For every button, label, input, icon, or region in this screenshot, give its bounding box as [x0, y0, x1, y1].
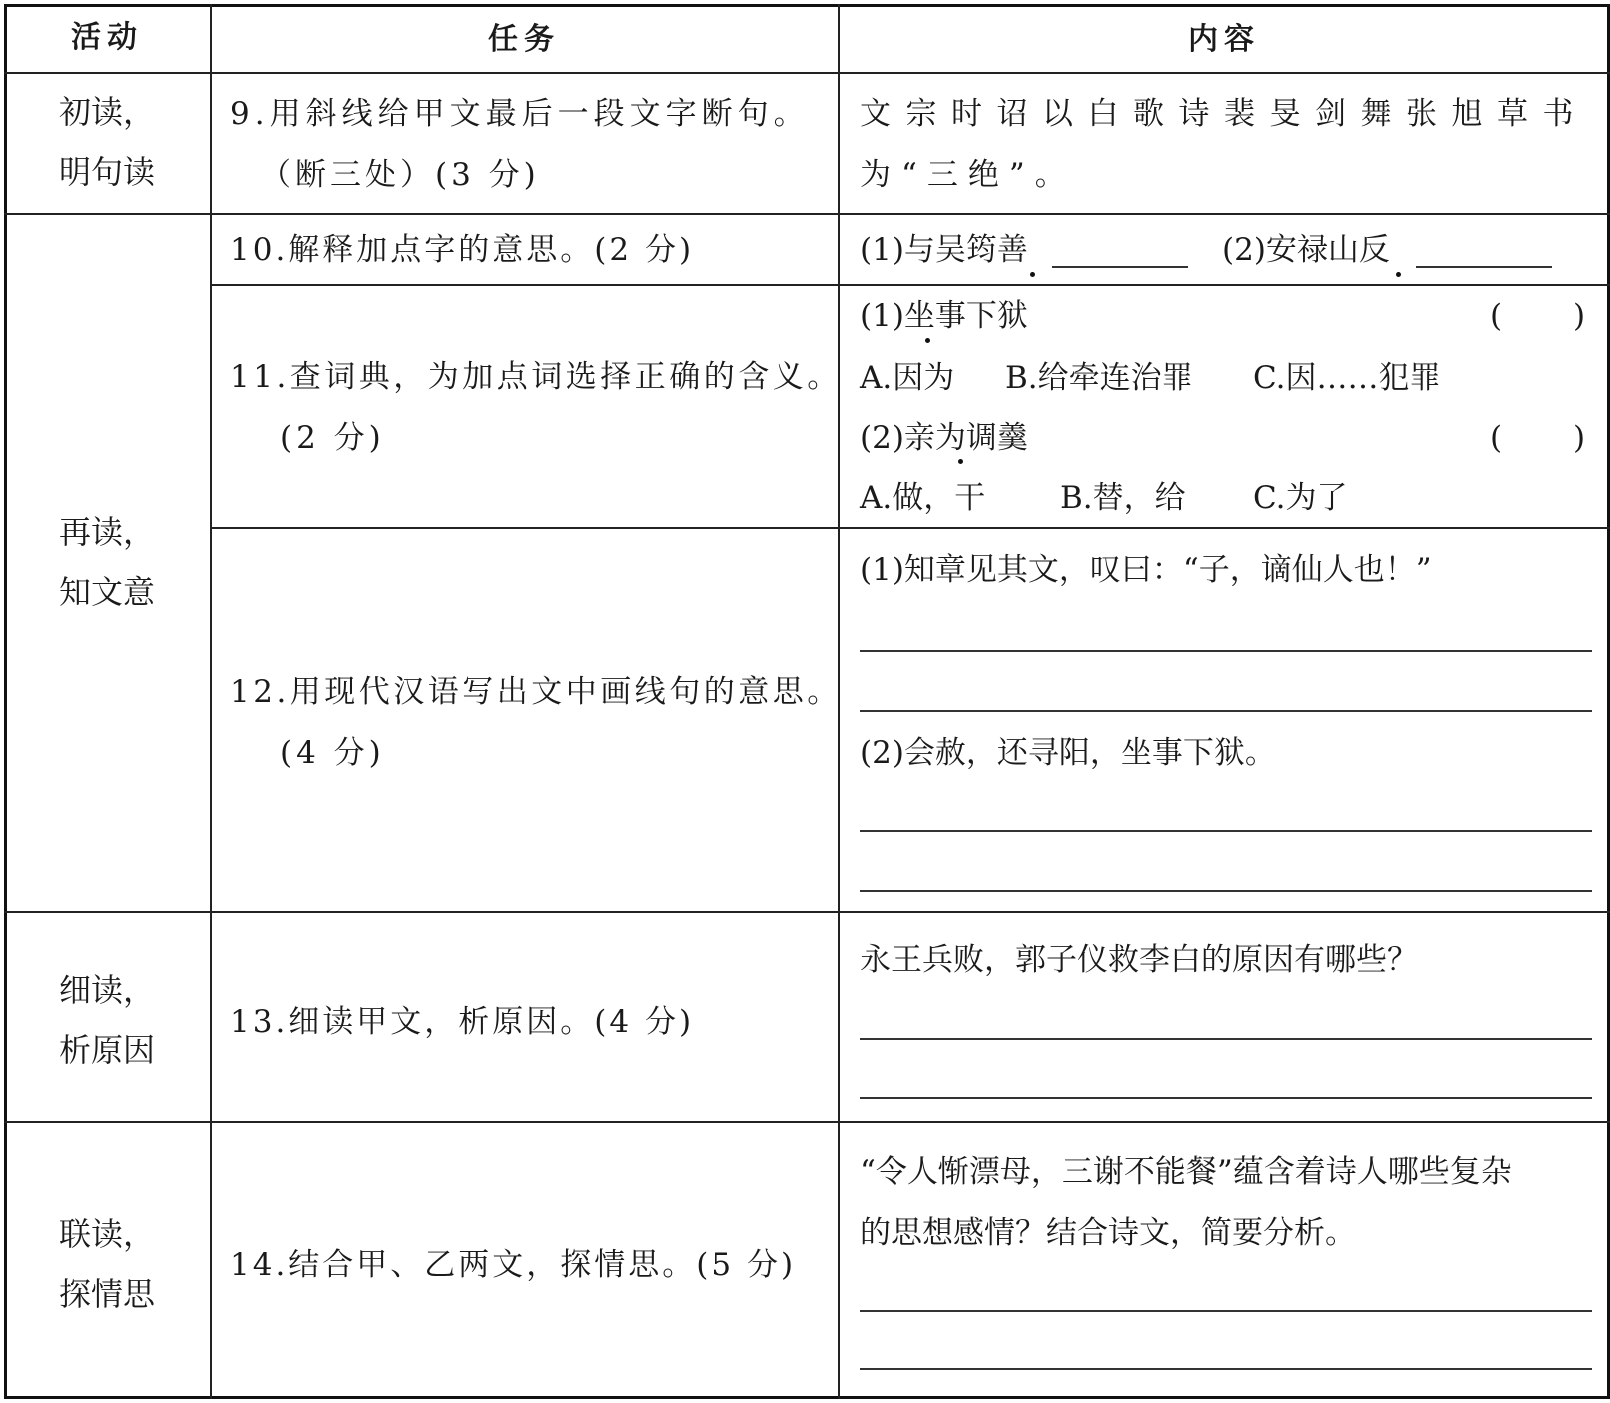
header-task: 任务: [488, 22, 560, 57]
activity-r4-line1: 联读，: [58, 1215, 155, 1253]
task-q12-line2: (4 分): [280, 735, 385, 771]
answer-line[interactable]: [860, 890, 1592, 892]
q11-item1-post: 事下狱: [934, 298, 1028, 334]
answer-line[interactable]: [860, 1310, 1592, 1312]
q11-item2-option-c: C.为了: [1253, 480, 1348, 516]
q12-item1: (1)知章见其文，叹曰：“子，谪仙人也！”: [860, 552, 1432, 588]
task-q11-line2: (2 分): [280, 420, 385, 456]
task-q11-line1: 11.查词典，为加点词选择正确的含义。: [230, 359, 842, 395]
q11-answer1-open: (: [1490, 298, 1503, 334]
activity-r1-line1: 初读，: [58, 93, 155, 131]
content-q14-line1: “令人惭漂母，三谢不能餐”蕴含着诗人哪些复杂: [860, 1154, 1512, 1190]
q10-blank-2: [1416, 266, 1552, 268]
answer-line[interactable]: [860, 650, 1592, 652]
answer-line[interactable]: [860, 830, 1592, 832]
task-q9-line1: 9.用斜线给甲文最后一段文字断句。: [230, 96, 810, 132]
header-activity: 活动: [71, 20, 143, 55]
content-q9-line1: 文宗时诏以白歌诗裴旻剑舞张旭草书: [860, 96, 1588, 132]
q11-item1-option-a: A.因为: [860, 360, 955, 396]
answer-line[interactable]: [860, 1097, 1592, 1099]
header-divider: [4, 72, 1610, 74]
row2-divider: [4, 911, 1610, 913]
q11-answer2-open: (: [1490, 420, 1503, 456]
activity-r3-line1: 细读，: [58, 971, 155, 1009]
q11-divider: [210, 527, 1610, 529]
activity-r2-line1: 再读，: [58, 513, 155, 551]
row3-divider: [4, 1121, 1610, 1123]
content-q9-line2: 为“三绝”。: [860, 157, 1076, 193]
q11-item2-pre: (2)亲: [860, 420, 935, 456]
content-q13: 永王兵败，郭子仪救李白的原因有哪些？: [860, 942, 1418, 978]
q10-item1-prefix: (1)与吴筠: [860, 232, 997, 268]
q11-item2-option-a: A.做，干: [860, 480, 986, 516]
q11-item2-option-b: B.替，给: [1060, 480, 1186, 516]
answer-line[interactable]: [860, 1038, 1592, 1040]
q11-item2-post: 调羹: [965, 420, 1028, 456]
q11-item1-option-c: C.因……犯罪: [1253, 360, 1441, 396]
q11-item1-dotted: 坐: [903, 298, 935, 334]
content-q14-line2: 的思想感情？结合诗文，简要分析。: [860, 1215, 1356, 1251]
task-q13: 13.细读甲文，析原因。(4 分): [230, 1004, 695, 1040]
q12-item2: (2)会赦，还寻阳，坐事下狱。: [860, 735, 1276, 771]
q11-answer2-close: ): [1573, 420, 1586, 456]
q11-item2: [860, 418, 1028, 458]
q10-item1: [860, 230, 1028, 270]
q10-item2-prefix: (2)安禄山: [1222, 232, 1359, 268]
activity-r4-line2: 探情思: [58, 1275, 155, 1313]
q10-item1-dotted: 善: [996, 232, 1028, 268]
emphasis-dot: [958, 459, 963, 464]
task-q10: 10.解释加点字的意思。(2 分): [230, 232, 695, 268]
q11-answer1-close: ): [1573, 298, 1586, 334]
q11-item1-pre: (1): [860, 298, 904, 334]
row1-divider: [4, 213, 1610, 215]
activity-r2-line2: 知文意: [58, 573, 155, 611]
emphasis-dot: [1396, 272, 1401, 277]
header-content: 内容: [1188, 22, 1260, 57]
task-q12-line1: 12.用现代汉语写出文中画线句的意思。: [230, 674, 842, 710]
q11-item2-dotted: 为: [934, 420, 966, 456]
task-q14: 14.结合甲、乙两文，探情思。(5 分): [230, 1247, 797, 1283]
q10-divider: [210, 284, 1610, 286]
q10-item2: [1222, 230, 1390, 270]
emphasis-dot: [1030, 272, 1035, 277]
task-q9-line2: （断三处）(3 分): [260, 157, 540, 193]
q11-item1-option-b: B.给牵连治罪: [1005, 360, 1193, 396]
q10-item2-dotted: 反: [1358, 232, 1390, 268]
activity-r1-line2: 明句读: [58, 153, 155, 191]
q10-blank-1: [1052, 266, 1188, 268]
q11-item1: [860, 296, 1028, 336]
activity-r3-line2: 析原因: [58, 1031, 155, 1069]
answer-line[interactable]: [860, 710, 1592, 712]
emphasis-dot: [925, 338, 930, 343]
answer-line[interactable]: [860, 1368, 1592, 1370]
